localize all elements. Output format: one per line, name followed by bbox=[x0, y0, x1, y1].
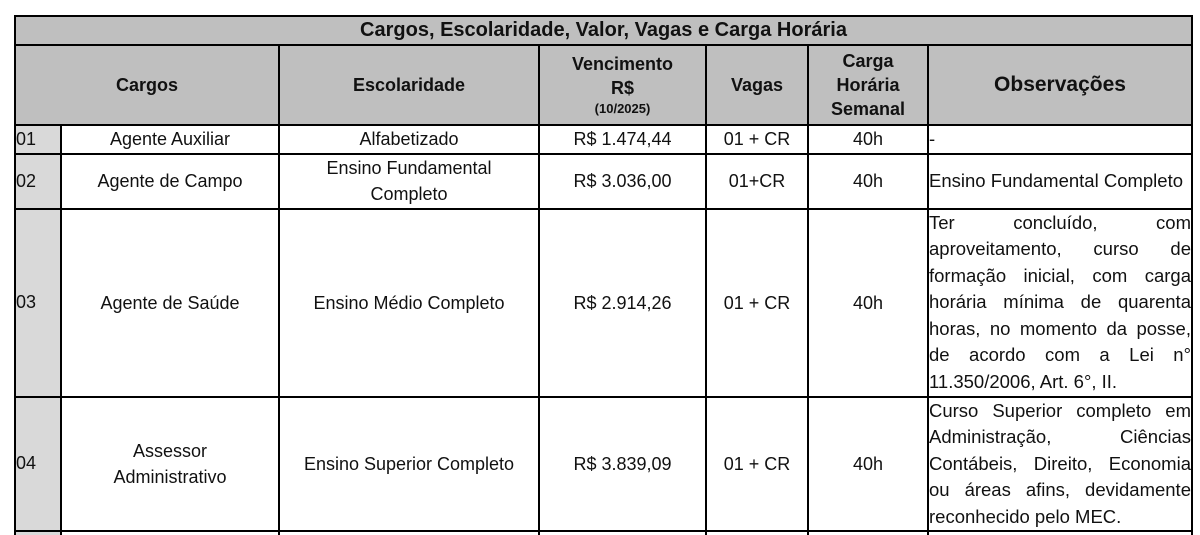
cell-escolaridade: Ensino Fundamental Completo bbox=[279, 154, 539, 209]
cell-observacoes: Ensino Fundamental Completo bbox=[928, 154, 1192, 209]
header-cargos: Cargos bbox=[15, 45, 279, 125]
cell-carga: 40h bbox=[808, 125, 928, 154]
row-number: 01 bbox=[15, 125, 61, 154]
row-number-empty bbox=[15, 531, 61, 535]
cargos-table bbox=[14, 15, 1193, 535]
table-row-cut-off bbox=[15, 531, 1192, 535]
row-number: 04 bbox=[15, 397, 61, 532]
cell-carga: 40h bbox=[808, 397, 928, 532]
header-vencimento-line2: R$ bbox=[610, 78, 634, 98]
cell-vagas: 01 + CR bbox=[706, 209, 808, 397]
header-carga-horaria bbox=[808, 45, 928, 125]
table-row bbox=[15, 125, 1192, 154]
table-row bbox=[15, 209, 1192, 397]
header-vagas: Vagas bbox=[706, 45, 808, 125]
cell-cargo: Assessor Administrativo bbox=[61, 397, 279, 532]
cell-observacoes: Ter concluído, com aproveitamento, curso de formação inicial, com carga horária mínima de quarenta horas, no momento da posse, de acordo com a Lei n° 11.350/2006, Art. 6°, II. bbox=[928, 209, 1192, 397]
header-carga-line3: Semanal bbox=[830, 99, 906, 119]
cell-empty bbox=[928, 531, 1192, 535]
cell-empty bbox=[61, 531, 279, 535]
cell-carga: 40h bbox=[808, 154, 928, 209]
cell-empty bbox=[279, 531, 539, 535]
cell-escolaridade: Alfabetizado bbox=[279, 125, 539, 154]
row-number: 02 bbox=[15, 154, 61, 209]
cell-vencimento: R$ 1.474,44 bbox=[539, 125, 706, 154]
cell-empty bbox=[706, 531, 808, 535]
header-observacoes: Observações bbox=[928, 45, 1192, 125]
table-row bbox=[15, 397, 1192, 532]
header-carga-line1: Carga bbox=[842, 51, 894, 71]
table-row bbox=[15, 154, 1192, 209]
header-row bbox=[15, 45, 1192, 125]
header-vencimento-line1: Vencimento bbox=[571, 54, 674, 74]
cell-carga: 40h bbox=[808, 209, 928, 397]
header-escolaridade: Escolaridade bbox=[279, 45, 539, 125]
cell-vagas: 01 + CR bbox=[706, 125, 808, 154]
title-row bbox=[15, 16, 1192, 45]
cell-escolaridade: Ensino Superior Completo bbox=[279, 397, 539, 532]
header-vencimento-date: (10/2025) bbox=[594, 101, 651, 116]
table-title: Cargos, Escolaridade, Valor, Vagas e Carga Horária bbox=[15, 16, 1192, 45]
cell-vencimento: R$ 2.914,26 bbox=[539, 209, 706, 397]
cell-cargo: Agente de Saúde bbox=[61, 209, 279, 397]
header-vencimento bbox=[539, 45, 706, 125]
header-carga-line2: Horária bbox=[836, 75, 900, 95]
cell-vencimento: R$ 3.036,00 bbox=[539, 154, 706, 209]
cell-escolaridade: Ensino Médio Completo bbox=[279, 209, 539, 397]
cell-empty bbox=[539, 531, 706, 535]
cell-vagas: 01+CR bbox=[706, 154, 808, 209]
cell-empty bbox=[808, 531, 928, 535]
cell-vencimento: R$ 3.839,09 bbox=[539, 397, 706, 532]
cell-observacoes: Curso Superior completo em Administração, Ciências Contábeis, Direito, Economia ou áreas afins, devidamente reconhecido pelo MEC. bbox=[928, 397, 1192, 532]
cell-vagas: 01 + CR bbox=[706, 397, 808, 532]
cell-cargo: Agente de Campo bbox=[61, 154, 279, 209]
cell-cargo: Agente Auxiliar bbox=[61, 125, 279, 154]
cell-observacoes: - bbox=[928, 125, 1192, 154]
row-number: 03 bbox=[15, 209, 61, 397]
